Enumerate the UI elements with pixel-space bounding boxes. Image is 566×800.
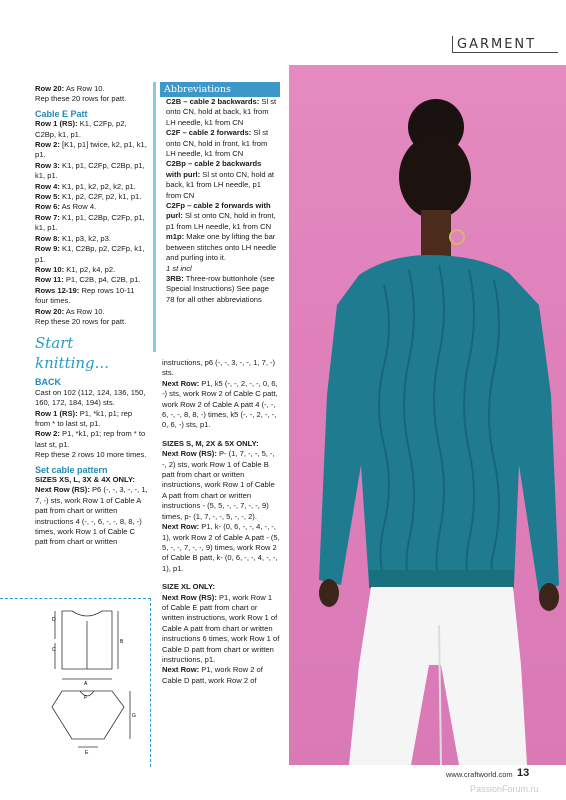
- pattern-column-3: instructions, p6 (-, -, 3, -, -, 1, 7, -) sts. Next Row: P1, k5 (-, -, 2, -, -, 0, 6, -) sts, work Row 2 of Cable C patt, work Row 2 of Cable A patt 4 (-, -, 6, -, -, 8, 8, -) times, k5 (-, -, 2, -, -, 0, 6, -) sts, p1. SIZES S, M, 2X & 5X ONLY: Next Row (RS): P- (1, 7, -, -, 5, -, -, 2) sts, work Row 1 of Cable B patt from chart or written instructions, work Row 1 of Cable A patt from chart or written instructions - (5, 5, -, -, 7, -, -, 9) times, p- (1, 7, -, -, 5, -, -, 2). Next Row: P1, k- (0, 6, -, -, 4, -, -, 1), work Row 2 of Cable A patt - (5, 5, -, -, 7, -, -, 9) times, work Row 2 of Cable B patt, k- (0, 6, -, -, 4, -, -, 1), p1. SIZE XL ONLY: Next Row (RS): P1, work Row 1 of Cable E patt from chart or written instructions, work Row 1 of Cable A patt from chart or written instructions 6 times, work Row 1 of Cable D patt from chart or written instructions, p1. Next Row: P1, work Row 2 of Cable D patt, work Row 2 of: [162, 358, 280, 685]
- label-b: B: [120, 639, 124, 645]
- cable-e-title: Cable E Patt: [35, 108, 88, 119]
- set-cable-heading: Set cable pattern: [35, 464, 108, 475]
- start-knitting-heading: Start knitting...: [35, 334, 109, 373]
- pattern-column-1: Row 20: As Row 10. Rep these 20 rows for patt. Cable E Patt Row 1 (RS): K1, C2Fp, p2, C2Bp, k1, p1. Row 2: [K1, p1] twice, k2, p1, k1, p1. Row 3: K1, p1, C2Fp, C2Bp, p1, k1, p1. Row 4: K1, p1, k2, p2, k2, p1. Row 5: K1, p2, C2F, p2, k1, p1. Row 6: As Row 4. Row 7: K1, p1, C2Bp, C2Fp, p1, k1, p1. Row 8: K1, p3, k2, p3. Row 9: K1, C2Bp, p2, C2Fp, k1, p1. Row 10: K1, p2, k4, p2. Row 11: P1, C2B, p4, C2B, p1. Rows 12-19: Rep rows 10-11 four times. Row 20: As Row 10. Rep these 20 rows for patt. Start knitting... BACK Cast on 102 (112, 124, 136, 150, 160, 172, 184, 194) sts. Row 1 (RS): P1, *k1, p1; rep from * to last st, p1. Row 2: P1, *k1, p1; rep from * to last st, p1. Rep these 2 rows 10 more times. Set cable pattern SIZES XS, L, 3X & 4X ONLY: Next Row (RS): P6 (-, -, 3, -, -, 1, 7, -) sts, work Row 1 of Cable A patt from chart or written instructions 4 (-, -, 6, -, -, 8, 8, -) times, work Row 1 of Cable C patt from chart or written: [35, 84, 148, 547]
- label-a: A: [84, 681, 88, 687]
- back-heading: BACK: [35, 377, 61, 388]
- header-rule-tick: [452, 36, 453, 53]
- label-e: E: [85, 750, 89, 756]
- page-number: 13: [517, 767, 530, 779]
- label-d: D: [52, 617, 56, 623]
- abbreviations-list: C2B – cable 2 backwards: Sl st onto CN, hold at back, k1 from LH needle, k1 from CN C2F – cable 2 forwards: Sl st onto CN, hold in front, k1 from LH needle, k1 from CN C2Bp – cable 2 backwards with purl: Sl st onto CN, hold at back, k1 from LH needle, p1 from CN C2Fp – cable 2 forwards with purl: Sl st onto CN, hold in front, p1 from LH needle, k1 from CN m1p: Make one by lifting the bar between stitches onto LH needle and purling into it. 1 st incl 3RB: Three-row buttonhole (see Special Instructions) See page 78 for all other abbreviations: [166, 97, 277, 304]
- label-c: C: [52, 647, 56, 653]
- garment-schematic: [0, 598, 151, 767]
- section-header: GARMENT: [457, 37, 537, 52]
- model-illustration: [289, 65, 566, 765]
- header-rule: [452, 52, 558, 53]
- label-g: G: [132, 713, 136, 719]
- watermark: PassionForum.ru: [470, 784, 539, 794]
- label-f: F: [84, 695, 88, 701]
- footer-url: www.craftworld.com: [446, 770, 513, 779]
- model-photo: [289, 65, 566, 765]
- schematic-diagram: [0, 599, 150, 767]
- abbreviations-title: Abbreviations: [160, 82, 280, 97]
- abbreviations-accent-bar: [153, 82, 156, 352]
